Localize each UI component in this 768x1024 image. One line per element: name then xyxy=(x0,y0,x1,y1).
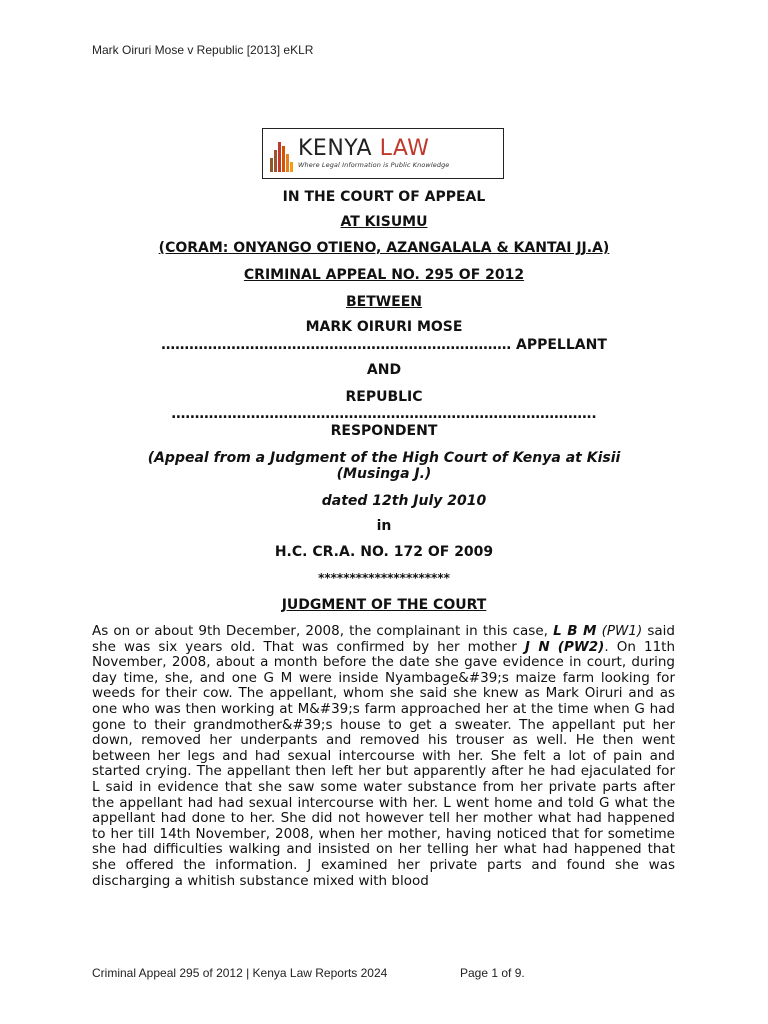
respondent-dots: ………………………………………………………………………………. xyxy=(171,406,597,422)
footer-page-number: Page 1 of 9. xyxy=(460,966,525,980)
pw2-label: (PW2) xyxy=(557,638,605,655)
appeal-number: CRIMINAL APPEAL NO. 295 OF 2012 xyxy=(243,267,525,283)
court-name: IN THE COURT OF APPEAL xyxy=(282,189,486,205)
logo-title: KENYA LAW xyxy=(298,136,430,162)
and-heading: AND xyxy=(366,362,402,378)
pw1-label: (PW1) xyxy=(601,623,643,639)
judgment-heading: JUDGMENT OF THE COURT xyxy=(281,597,487,613)
logo-bars-icon xyxy=(270,136,294,172)
page-header-case-title: Mark Oiruri Mose v Republic [2013] eKLR xyxy=(92,43,314,57)
separator-stars: ********************* xyxy=(318,571,450,585)
appellant-line: ………………………………………………………………… APPELLANT xyxy=(161,337,607,353)
judgment-date: dated 12th July 2010 xyxy=(321,493,487,509)
judgment-paragraph: As on or about 9th December, 2008, the complainant in this case, L B M (PW1) said she was six years old. That was confirmed by her mother J N (PW2). On 11th November, 2008, about a month before the date she gave evidence in court, during day time, she, and one G M were inside Nyambage&#39;s maize farm looking for weeds for their cow. The appellant, whom she said she knew as Mark Oiruri and as one who was then working at M&#39;s farm approached her at the time when G had gone to their grandmother&#39;s house to get a sweater. The appellant put her down, removed her underpants and removed his trouser as well. He then went between her legs and had sexual intercourse with her. She felt a lot of pain and started crying. The appellant then left her but apparently after he had ejaculated for L said in evidence that she saw some water substance from her private parts after the appellant had had sexual intercourse with her. L went home and told G what the appellant had done to her. She did not however tell her mother what had happened to her till 14th November, 2008, when her mother, having noticed that for sometime she had difficulties walking and insisted on her telling her what had happened that she offered the information. J examined her private parts and found she was discharging a whitish substance mixed with blood xyxy=(92,623,676,889)
between-heading: BETWEEN xyxy=(345,294,423,310)
respondent-name: REPUBLIC xyxy=(345,389,423,405)
respondent-label: RESPONDENT xyxy=(330,423,438,439)
appellant-name: MARK OIRURI MOSE xyxy=(305,319,463,335)
appeal-from-line-2: (Musinga J.) xyxy=(336,466,432,482)
footer-report-info: Criminal Appeal 295 of 2012 | Kenya Law Reports 2024 xyxy=(92,966,388,980)
complainant-initials: L B M xyxy=(553,623,597,639)
logo-tagline: Where Legal Information is Public Knowledge xyxy=(298,161,450,170)
coram: (CORAM: ONYANGO OTIENO, AZANGALALA & KANTAI JJ.A) xyxy=(158,240,610,256)
kenya-law-logo xyxy=(262,128,504,179)
appeal-from-line-1: (Appeal from a Judgment of the High Court of Kenya at Kisii xyxy=(147,450,621,466)
court-location: AT KISUMU xyxy=(340,214,428,230)
in-line: in xyxy=(376,518,392,534)
high-court-number: H.C. CR.A. NO. 172 OF 2009 xyxy=(274,544,494,560)
mother-initials: J N xyxy=(524,638,550,655)
